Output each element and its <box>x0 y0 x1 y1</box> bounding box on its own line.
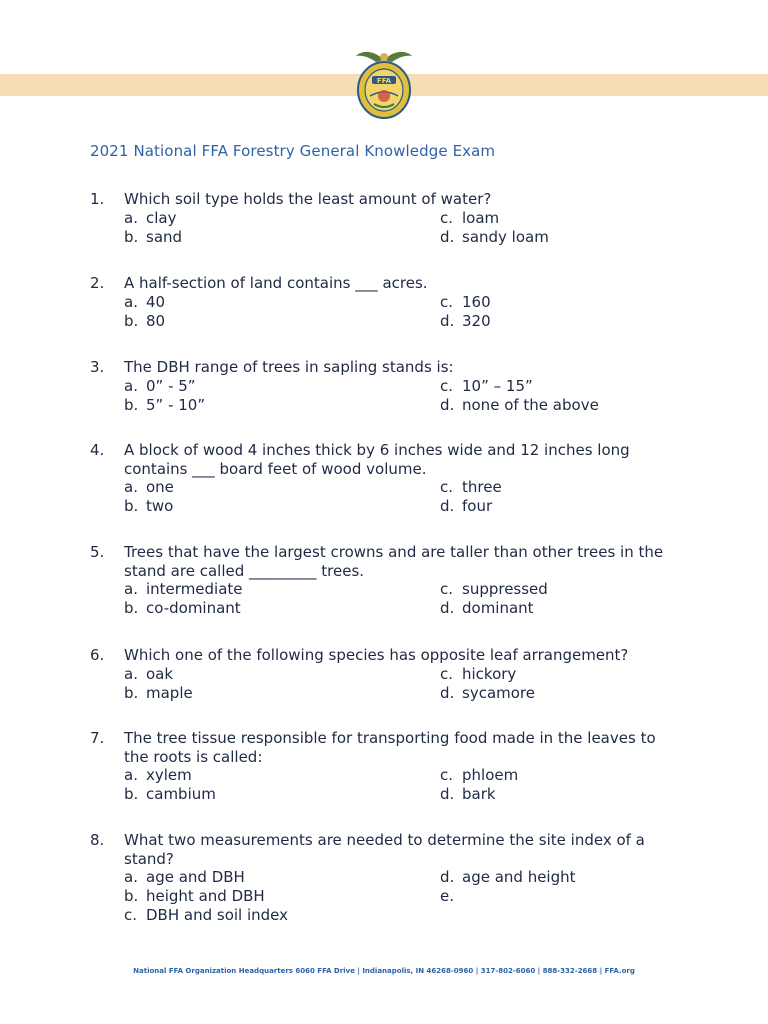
question-number: 6. <box>90 646 105 664</box>
question-1 <box>90 190 680 247</box>
choices <box>124 868 680 926</box>
choice-b: b. sand <box>124 227 183 246</box>
ffa-emblem-icon <box>352 46 416 120</box>
choice-c: c. phloem <box>440 766 519 784</box>
question-text: The DBH range of trees in sapling stands is: <box>124 358 454 376</box>
question-text: A half-section of land contains ___ acres. <box>124 274 428 292</box>
exam-title: 2021 National FFA Forestry General Knowledge Exam <box>90 142 496 160</box>
question-2 <box>90 274 680 331</box>
choice-c: c. DBH and soil index <box>124 906 289 924</box>
choice-d: d. dominant <box>440 599 534 617</box>
choice-c: c. hickory <box>440 664 517 683</box>
svg-text:FFA: FFA <box>376 77 392 85</box>
choice-d: d. none of the above <box>440 395 599 414</box>
choice-e: e. <box>440 887 454 905</box>
question-text: What two measurements are needed to determine the site index of a stand? <box>124 831 645 868</box>
choice-d: d. sycamore <box>440 683 535 702</box>
question-number: 5. <box>90 543 105 561</box>
question-number: 2. <box>90 274 105 292</box>
choices <box>124 478 680 516</box>
question-number: 7. <box>90 729 105 747</box>
choices <box>124 580 680 618</box>
question-text: The tree tissue responsible for transporting food made in the leaves to the roots is called: <box>124 729 656 766</box>
question-text: A block of wood 4 inches thick by 6 inches wide and 12 inches long contains ___ board feet of wood volume. <box>124 441 630 478</box>
choices <box>124 665 680 703</box>
choice-d: d. sandy loam <box>440 227 549 246</box>
question-3 <box>90 358 680 415</box>
choices <box>124 209 680 247</box>
choice-a: a. xylem <box>124 766 192 784</box>
question-text: Which soil type holds the least amount of water? <box>124 190 492 208</box>
question-number: 8. <box>90 831 105 849</box>
choice-c: c. 10” – 15” <box>440 376 533 395</box>
question-number: 4. <box>90 441 105 459</box>
choice-d: d. 320 <box>440 311 491 330</box>
question-number: 3. <box>90 358 105 376</box>
choice-b: b. height and DBH <box>124 887 265 905</box>
choice-d: d. bark <box>440 785 496 803</box>
question-6 <box>90 646 680 703</box>
choice-b: b. 5” - 10” <box>124 395 206 414</box>
question-7 <box>90 729 680 804</box>
choices <box>124 766 680 804</box>
question-8 <box>90 831 680 926</box>
choices <box>124 293 680 331</box>
choice-d: d. age and height <box>440 868 576 886</box>
choice-b: b. two <box>124 497 174 515</box>
choice-a: a. oak <box>124 664 174 683</box>
choice-c: c. 160 <box>440 292 491 311</box>
choice-b: b. 80 <box>124 311 166 330</box>
choice-b: b. cambium <box>124 785 216 803</box>
footer-address: National FFA Organization Headquarters 6060 FFA Drive | Indianapolis, IN 46268-0960 | 317-802-6060 | 888-332-2668 | FFA.org <box>133 967 635 975</box>
choice-a: a. one <box>124 478 174 496</box>
choice-b: b. maple <box>124 683 193 702</box>
choice-a: a. clay <box>124 208 177 227</box>
question-text: Which one of the following species has opposite leaf arrangement? <box>124 646 629 664</box>
choice-a: a. 0” - 5” <box>124 376 196 395</box>
question-text: Trees that have the largest crowns and are taller than other trees in the stand are called _________ trees. <box>124 543 664 580</box>
choice-c: c. three <box>440 478 502 496</box>
choice-c: c. loam <box>440 208 500 227</box>
question-5 <box>90 543 680 618</box>
choice-b: b. co-dominant <box>124 599 241 617</box>
choice-a: a. intermediate <box>124 580 243 598</box>
question-4 <box>90 441 680 516</box>
question-number: 1. <box>90 190 105 208</box>
choice-a: a. 40 <box>124 292 166 311</box>
choice-a: a. age and DBH <box>124 868 245 886</box>
choice-c: c. suppressed <box>440 580 548 598</box>
choices <box>124 377 680 415</box>
choice-d: d. four <box>440 497 493 515</box>
